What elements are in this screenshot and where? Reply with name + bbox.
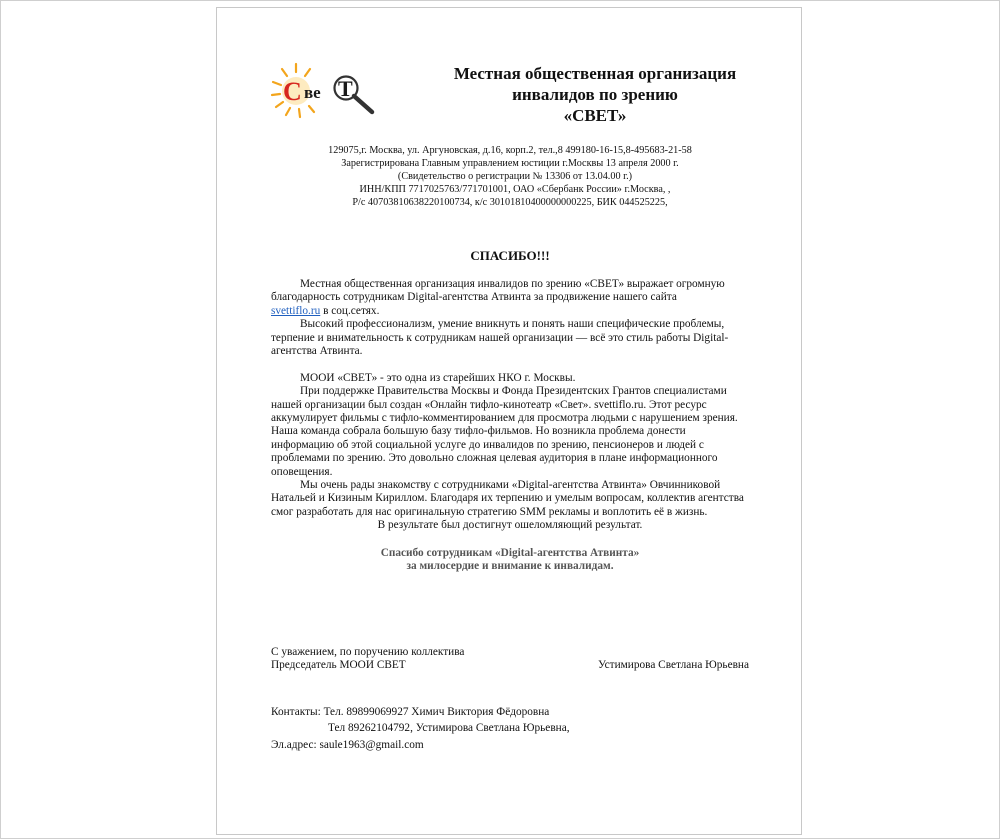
org-line-1: Местная общественная организация [453,64,737,83]
signature-block [271,646,749,673]
letter-body [271,278,749,574]
signature-name: Устимирова Светлана Юрьевна [598,659,749,672]
requisites-line: (Свидетельство о регистрации № 13306 от 13.04.00 г.) [397,171,633,182]
paragraph: Высокий профессионализм, умение вникнуть и понять наши специфические проблемы, терпение и внимательность к сотрудникам нашей организации — всё это стиль работы Digital-агентства Атвинта. [271,318,729,358]
contact-line: Контакты: Тел. 89899069927 Химич Виктория Фёдоровна [271,706,550,718]
paragraph: Наша команда собрала большую базу тифло-фильмов. Но возникла проблема донести информацию об этой социальной услуге до инвалидов по зрению, пенсионеров и людей с проблемами по зрению. Это довольно сложная целевая аудитория в плане информационного оповещения. [271,425,718,478]
signature-greeting: С уважением, по поручению коллектива [271,646,465,658]
paragraph: МООИ «СВЕТ» - это одна из старейших НКО г. Москвы. [300,371,576,384]
paragraph-text: Местная общественная организация инвалидов по зрению «СВЕТ» выражает огромную благодарность сотрудникам Digital-агентства Атвинта за продвижение нашего сайта [271,278,725,304]
paragraph [271,278,749,318]
website-link[interactable]: svettiflo.ru [271,304,321,317]
contact-line: Тел 89262104792, Устимирова Светлана Юрьевна, [328,722,570,735]
requisites-line: Зарегистрирована Главным управлением юстиции г.Москвы 13 апреля 2000 г. [341,158,679,169]
closing-statement [271,547,749,574]
requisites-block [300,144,720,209]
requisites-line: Р/с 40703810638220100734, к/с 30101810400000000225, БИК 044525225, [352,197,668,208]
org-line-3: «СВЕТ» [563,106,627,125]
requisites-line: ИНН/КПП 7717025763/771701001, ОАО «Сбербанк России» г.Москва, , [359,184,671,195]
requisites-line: 129075,г. Москва, ул. Аргуновская, д.16, корп.2, тел.,8 499180-16-15,8-495683-21-58 [328,145,692,156]
paragraph: Мы очень рады знакомству с сотрудниками «Digital-агентства Атвинта» Овчинниковой Натальей и Кизиным Кириллом. Благодаря их терпению и умелым вопросам, коллектив агентства смог разработать для нас оригинальную стратегию SMM рекламы и воплотить её в жизнь. [271,479,744,518]
paragraph: В результате был достигнут ошеломляющий результат. [377,519,643,532]
contact-email: Эл.адрес: saule1963@gmail.com [271,738,424,751]
closing-line: Спасибо сотрудникам «Digital-агентства Атвинта» [380,546,640,559]
svg-text:Т: Т [338,76,353,101]
contacts-block [271,704,749,753]
letter-title: СПАСИБО!!! [470,248,550,263]
signature-position: Председатель МООИ СВЕТ [271,659,406,672]
closing-line: за милосердие и внимание к инвалидам. [406,560,614,573]
svg-text:ве: ве [304,83,321,102]
org-line-2: инвалидов по зрению [512,85,678,104]
paragraph-text: в соц.сетях. [320,304,380,317]
svg-text:С: С [283,77,302,106]
paragraph: При поддержке Правительства Москвы и Фонда Президентских Грантов специалистами нашей организации был создан «Онлайн тифло-кинотеатр «Свет». svettiflo.ru. Этот ресурс аккумулирует фильмы с тифло-комментированием для просмотра людьми с нарушением зрения. [271,385,738,425]
organization-title [420,63,770,126]
svet-logo [270,62,388,120]
